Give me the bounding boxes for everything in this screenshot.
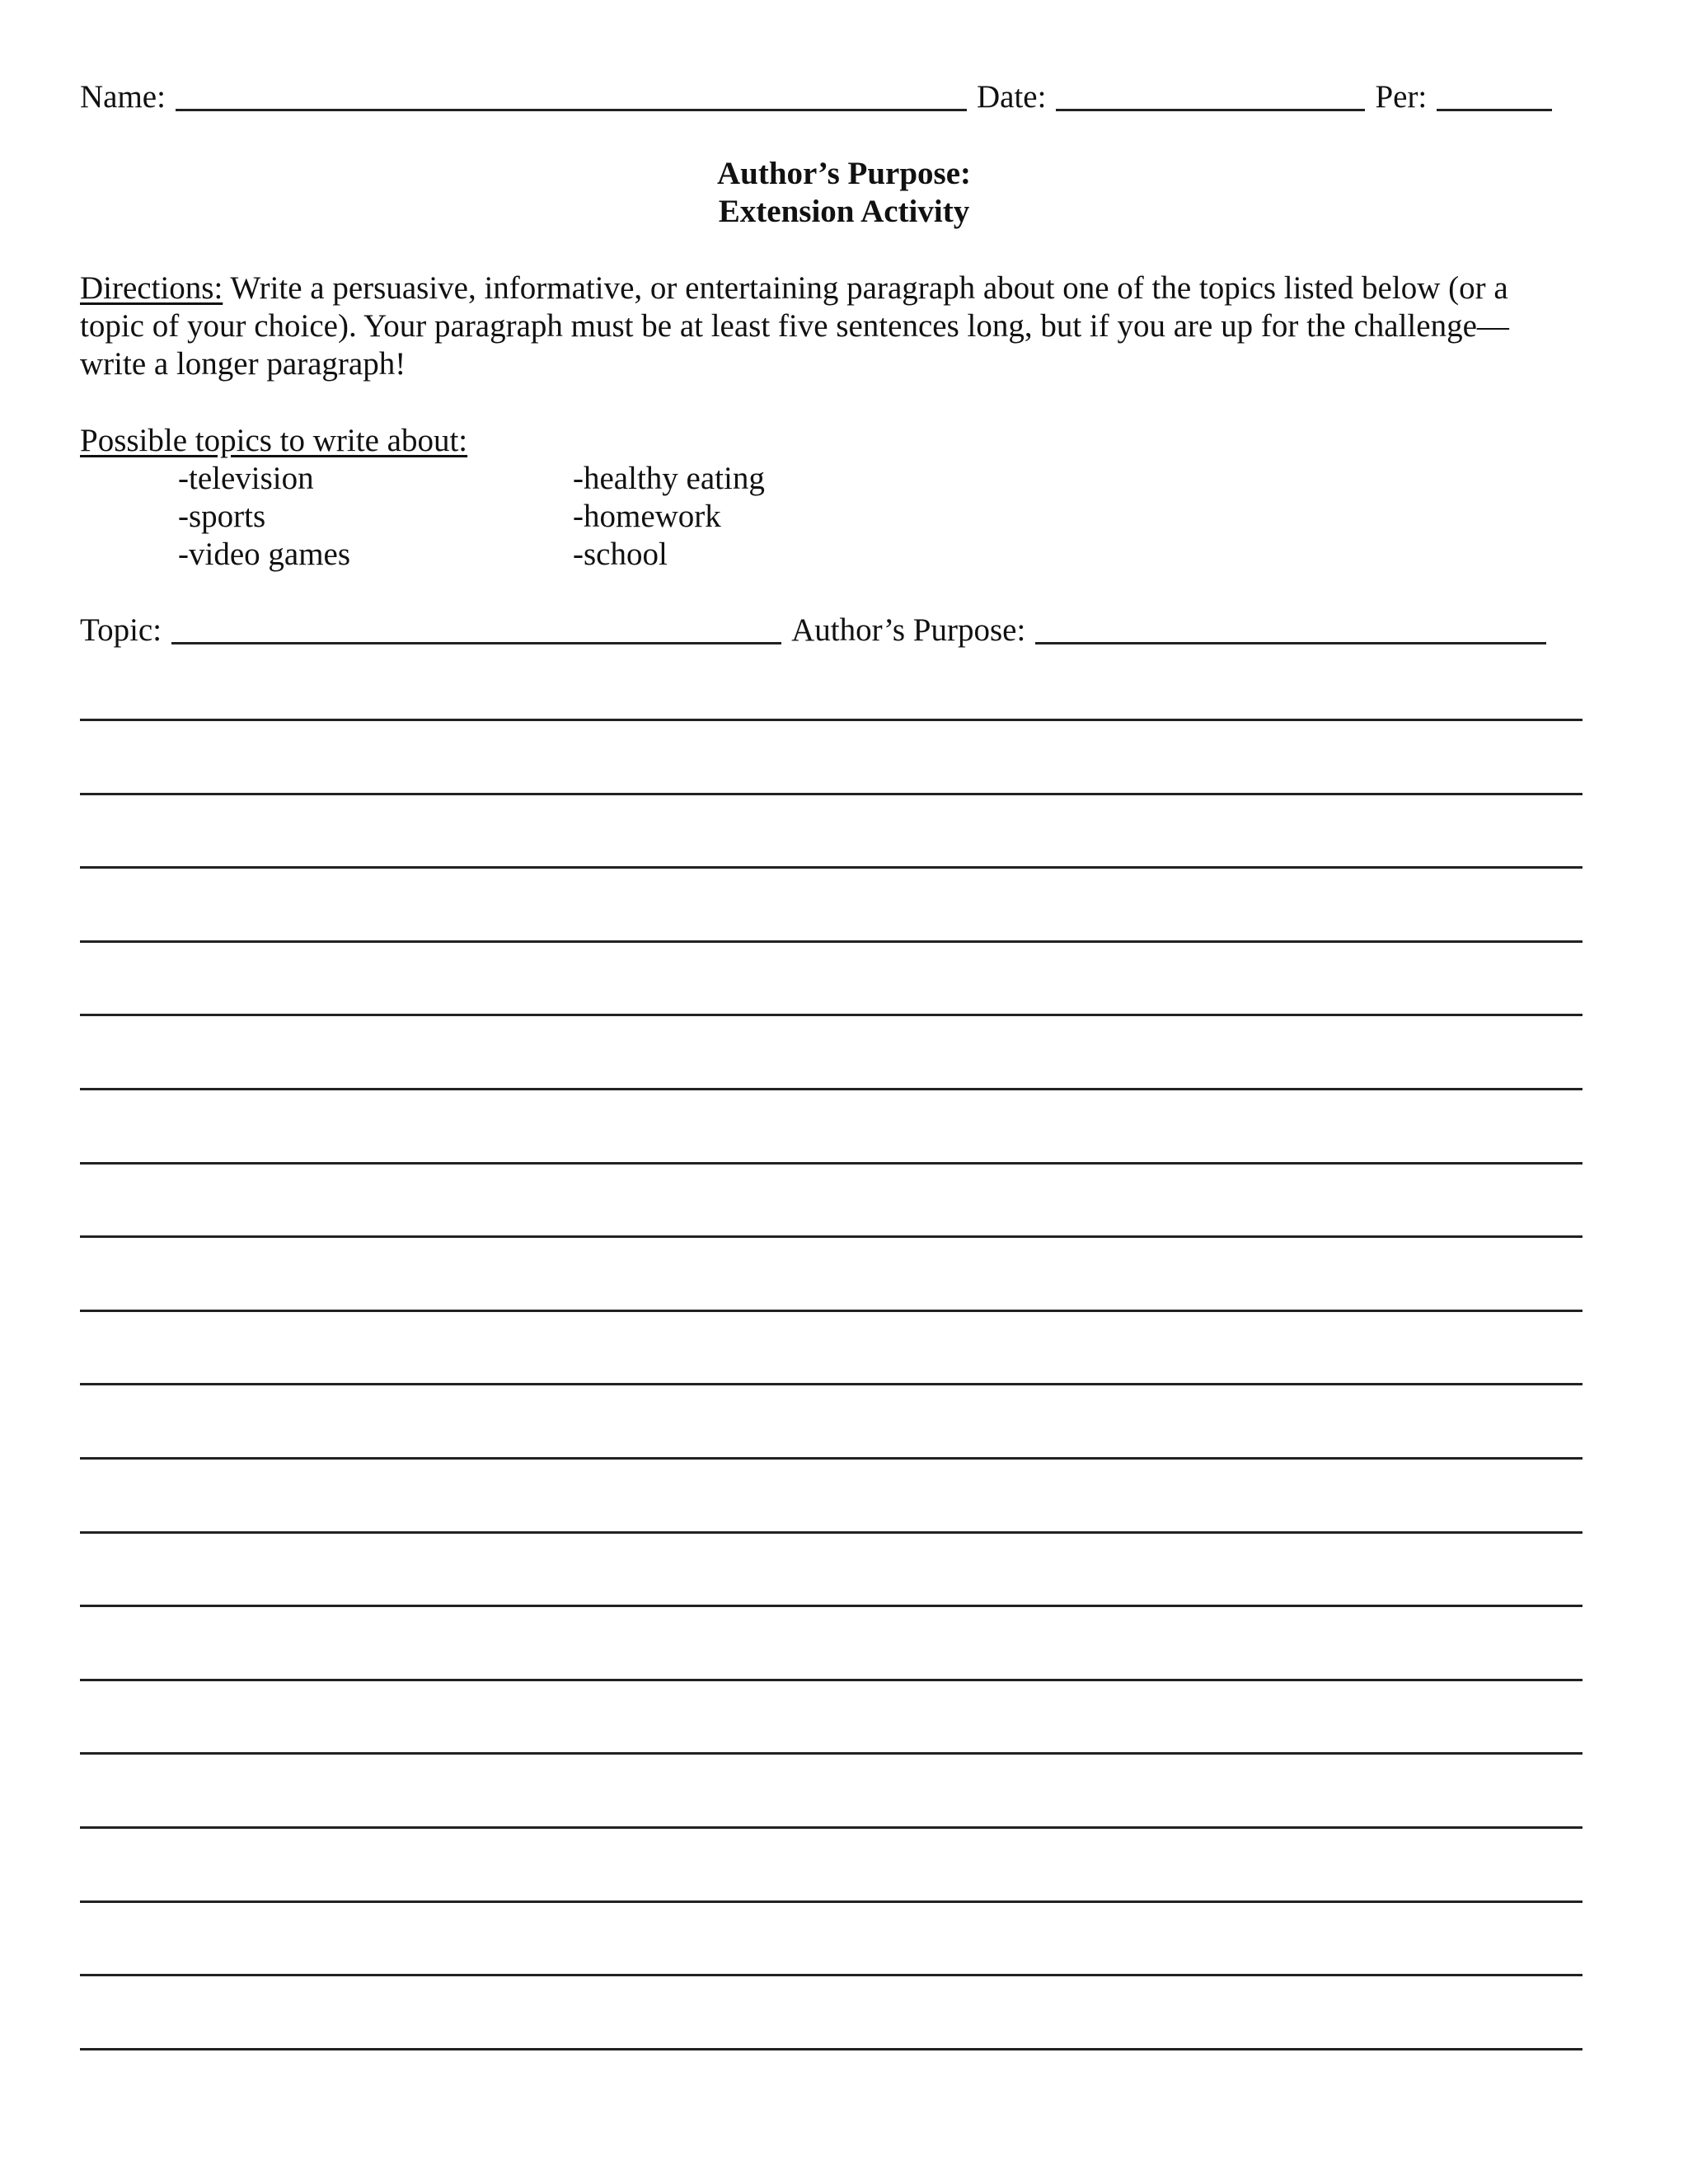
directions-label: Directions:: [80, 270, 223, 306]
period-field[interactable]: [1437, 81, 1552, 111]
name-field[interactable]: [176, 81, 967, 111]
topics-heading: Possible topics to write about:: [80, 423, 468, 458]
directions-paragraph: [80, 269, 1564, 383]
page-title: [0, 155, 1688, 231]
writing-line[interactable]: [80, 866, 1582, 869]
purpose-field[interactable]: [1035, 614, 1546, 644]
topic-item: -school: [573, 537, 668, 572]
writing-line[interactable]: [80, 1383, 1582, 1385]
writing-line[interactable]: [80, 940, 1582, 943]
purpose-label: Author’s Purpose:: [791, 612, 1026, 648]
writing-line[interactable]: [80, 1900, 1582, 1903]
writing-line[interactable]: [80, 793, 1582, 795]
topic-item: -television: [178, 461, 314, 496]
writing-line[interactable]: [80, 1457, 1582, 1460]
directions-line-1: [80, 269, 1564, 307]
directions-line-3: write a longer paragraph!: [80, 346, 406, 382]
topic-row: [80, 612, 1582, 649]
writing-line[interactable]: [80, 1752, 1582, 1755]
date-label: Date:: [976, 79, 1047, 115]
title-line-1: Author’s Purpose:: [716, 156, 971, 191]
header-row: [80, 78, 1582, 116]
directions-text-1: Write a persuasive, informative, or entertaining paragraph about one of the topics listed below (or a: [223, 270, 1508, 306]
writing-line[interactable]: [80, 1974, 1582, 1976]
topic-field[interactable]: [171, 614, 781, 644]
writing-line[interactable]: [80, 1162, 1582, 1165]
period-label: Per:: [1375, 79, 1428, 115]
writing-line[interactable]: [80, 1679, 1582, 1681]
writing-line[interactable]: [80, 2048, 1582, 2050]
topic-item: -video games: [178, 537, 351, 572]
writing-line[interactable]: [80, 1531, 1582, 1534]
writing-line[interactable]: [80, 1310, 1582, 1312]
directions-line-2: topic of your choice). Your paragraph must be at least five sentences long, but if you are up for the challenge—: [80, 308, 1509, 344]
writing-line[interactable]: [80, 1088, 1582, 1090]
topic-item: -sports: [178, 499, 266, 534]
topic-item: -homework: [573, 499, 721, 534]
writing-line[interactable]: [80, 1605, 1582, 1607]
name-label: Name:: [80, 79, 166, 115]
writing-line[interactable]: [80, 1826, 1582, 1829]
date-field[interactable]: [1056, 81, 1365, 111]
writing-line[interactable]: [80, 1235, 1582, 1238]
writing-line[interactable]: [80, 719, 1582, 721]
writing-line[interactable]: [80, 1014, 1582, 1016]
title-line-2: Extension Activity: [718, 194, 970, 229]
topic-item: -healthy eating: [573, 461, 765, 496]
topic-label: Topic:: [80, 612, 162, 648]
